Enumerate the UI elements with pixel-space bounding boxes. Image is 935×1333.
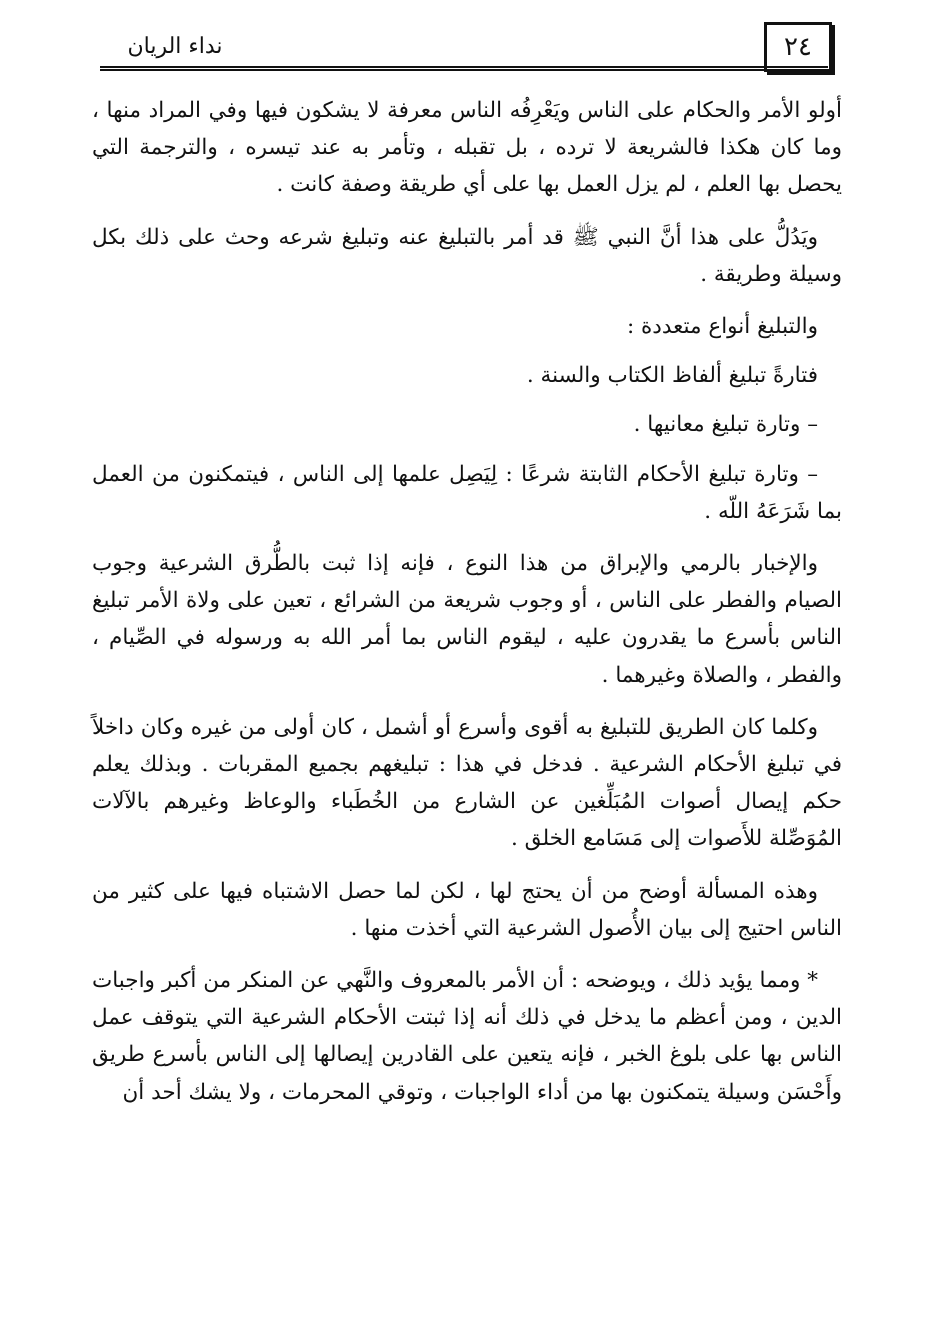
header-rule — [100, 66, 828, 71]
paragraph: أولو الأمر والحكام على الناس ويَعْرِفُه الناس معرفة لا يشكون فيها وفي المراد منها ، وما كان هكذا فالشريعة لا ترده ، بل تقبله ، وتأمر به عند تيسره ، والترجمة التي يحصل بها العلم ، لم يزل العمل بها على أي طريقة وصفة كانت . — [92, 98, 842, 198]
paragraph: وكلما كان الطريق للتبليغ به أقوى وأسرع أو أشمل ، كان أولى من غيره وكان داخلاً في تبليغ الأحكام الشرعية . فدخل في هذا : تبليغهم بجميع المقربات . وبذلك يعلم حكم إيصال أصوات المُبَلِّغين عن الشارع من الخُطَباء والوعاظ وغيرهم بالآلات المُوَصِّلة للأَصوات إلى مَسَامع الخلق . — [92, 714, 842, 852]
paragraph: وهذه المسألة أوضح من أن يحتج لها ، لكن لما حصل الاشتباه فيها على كثير من الناس احتيج إلى بيان الأُصول الشرعية التي أخذت منها . — [92, 878, 842, 941]
paragraph: ويَدُلُّ على هذا أنَّ النبي ﷺ قد أمر بالتبليغ عنه وتبليغ شرعه وحث على ذلك بكل وسيلة وطريقة . — [92, 224, 842, 287]
page-body — [92, 92, 842, 1126]
page-header — [0, 0, 935, 80]
paragraph: والتبليغ أنواع متعددة : — [626, 314, 818, 340]
paragraph: * ومما يؤيد ذلك ، ويوضحه : أن الأمر بالمعروف والنَّهي عن المنكر من أكبر واجبات الدين ، ومن أعظم ما يدخل في ذلك أنه إذا ثبتت الأحكام الشرعية التي يتوقف عمل الناس بها على بلوغ الخبر ، فإنه يتعين على القادرين إيصالها إلى الناس بأسرع طريق وأَحْسَن وسيلة يتمكنون بها من أداء الواجبات ، وتوقي المحرمات ، ولا يشك أحد أن — [92, 968, 842, 1105]
running-title: نداء الريان — [127, 34, 223, 59]
paragraph: والإخبار بالرمي والإبراق من هذا النوع ، فإنه إذا ثبت بالطُّرق الشرعية وجوب الصيام والفطر على الناس ، أو وجوب شريعة من الشرائع ، تعين على ولاة الأمر تبليغ الناس بأسرع ما يقدرون عليه ، ليقوم الناس بما أمر الله به ورسوله في الصِّيام ، والفطر ، والصلاة وغيرهما . — [92, 551, 842, 688]
page-number: ٢٤ — [764, 22, 832, 72]
list-item: – وتارة تبليغ معانيها . — [633, 412, 818, 438]
list-item: – وتارة تبليغ الأحكام الثابتة شرعًا : لِيَصِل علمها إلى الناس ، فيتمكنون من العمل بما شَرَعَهُ اللّه . — [92, 461, 842, 524]
paragraph: فتارةً تبليغ ألفاظ الكتاب والسنة . — [526, 363, 818, 389]
